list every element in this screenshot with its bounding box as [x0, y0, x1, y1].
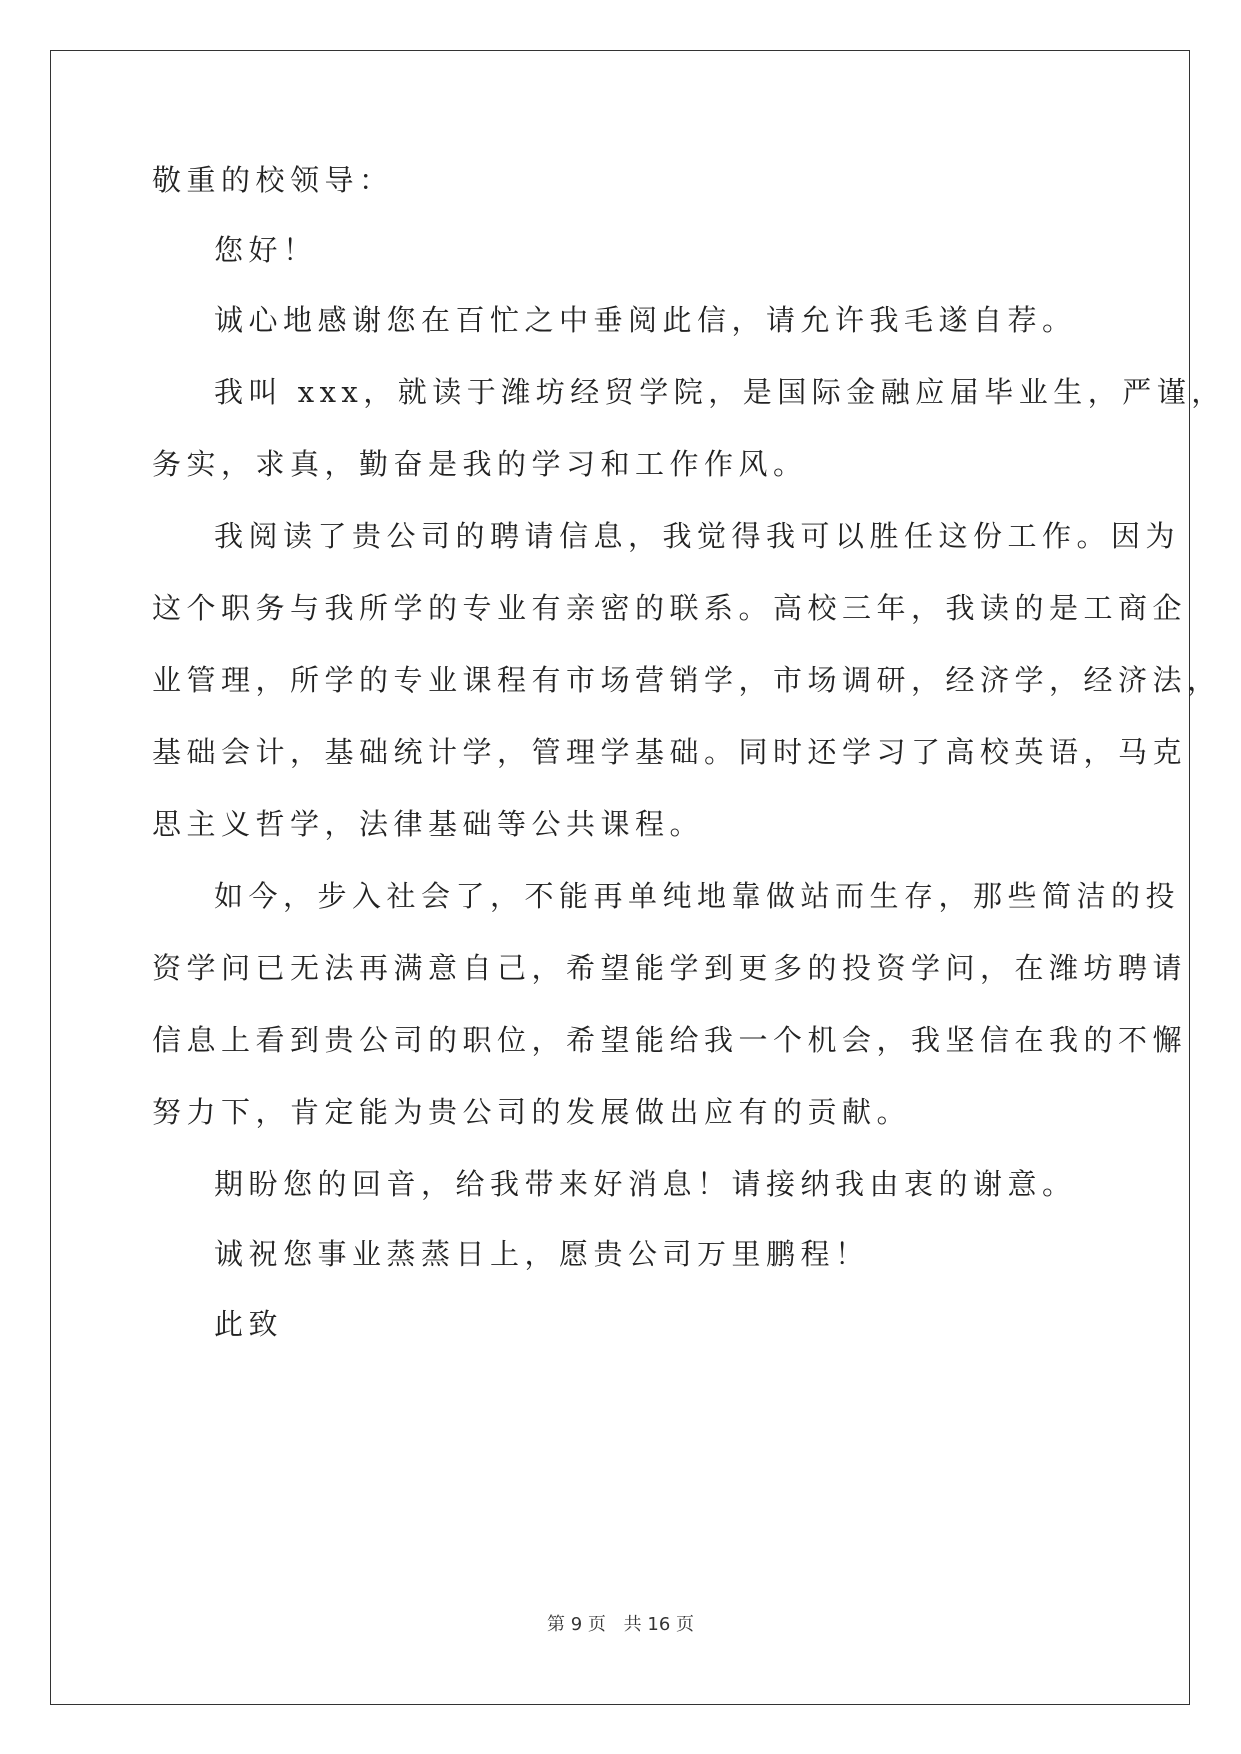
paragraph-line: 务实，求真，勤奋是我的学习和工作作风。 [152, 447, 808, 481]
closing-line: 此致 [214, 1307, 284, 1341]
paragraph-line: 基础会计，基础统计学，管理学基础。同时还学习了高校英语，马克 [152, 735, 1188, 769]
paragraph-line: 诚心地感谢您在百忙之中垂阅此信，请允许我毛遂自荐。 [214, 303, 1077, 337]
page-footer [0, 1610, 1241, 1636]
salutation: 敬重的校领导： [152, 163, 394, 197]
paragraph-line: 资学问已无法再满意自己，希望能学到更多的投资学问，在潍坊聘请 [152, 951, 1188, 985]
paragraph-line: 如今，步入社会了，不能再单纯地靠做站而生存，那些简洁的投 [214, 879, 1181, 913]
paragraph-line: 期盼您的回音，给我带来好消息！请接纳我由衷的谢意。 [214, 1167, 1077, 1201]
paragraph-line: 我叫 xxx，就读于潍坊经贸学院，是国际金融应届毕业生，严谨， [214, 375, 1226, 409]
paragraph-line: 思主义哲学，法律基础等公共课程。 [152, 807, 705, 841]
paragraph-line: 我阅读了贵公司的聘请信息，我觉得我可以胜任这份工作。因为 [214, 519, 1181, 553]
paragraph-line: 这个职务与我所学的专业有亲密的联系。高校三年，我读的是工商企 [152, 591, 1188, 625]
paragraph-line: 诚祝您事业蒸蒸日上，愿贵公司万里鹏程！ [214, 1237, 870, 1271]
paragraph-line: 努力下，肯定能为贵公司的发展做出应有的贡献。 [152, 1095, 912, 1129]
page-number-current: 第 9 页 [547, 1614, 606, 1635]
greeting-line: 您好！ [214, 233, 318, 267]
paragraph-line: 业管理，所学的专业课程有市场营销学，市场调研，经济学，经济法， [152, 663, 1222, 697]
page-number-total: 共 16 页 [623, 1614, 694, 1635]
paragraph-line: 信息上看到贵公司的职位，希望能给我一个机会，我坚信在我的不懈 [152, 1023, 1188, 1057]
